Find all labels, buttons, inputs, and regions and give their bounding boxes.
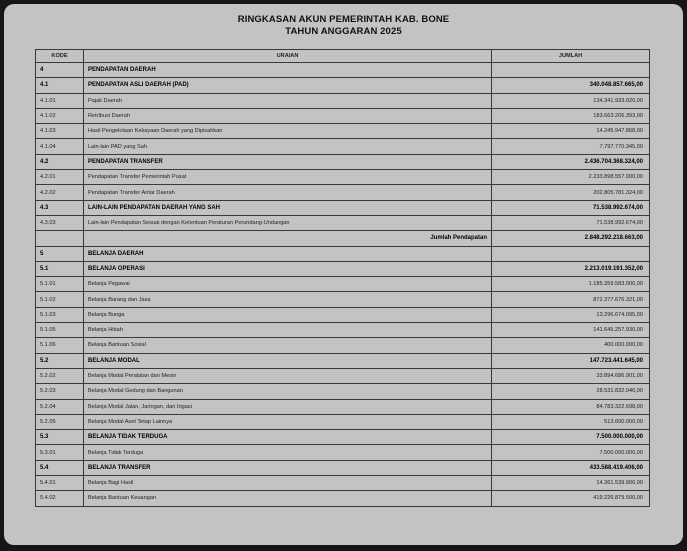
row-uraian: PENDAPATAN ASLI DAERAH (PAD)	[84, 78, 492, 93]
row-kode: 4.1	[36, 78, 84, 93]
table-row	[36, 476, 650, 491]
row-kode: 4.2	[36, 154, 84, 169]
row-kode: 5.3.01	[36, 445, 84, 460]
table-row	[36, 292, 650, 307]
row-jumlah: 2.233.898.557.000,00	[492, 170, 650, 185]
row-uraian: Belanja Modal Aset Tetap Lainnya	[84, 414, 492, 429]
row-uraian: Hasil Pengelolaan Kekayaan Daerah yang Dipisahkan	[84, 124, 492, 139]
table-row	[36, 384, 650, 399]
table-row	[36, 307, 650, 322]
header-kode: KODE	[36, 50, 84, 63]
row-uraian: Retribusi Daerah	[84, 108, 492, 123]
row-kode: 5.2.05	[36, 414, 84, 429]
row-kode: 5.2.03	[36, 384, 84, 399]
row-uraian: Belanja Barang dan Jasa	[84, 292, 492, 307]
row-kode: 5	[36, 246, 84, 261]
row-kode: 5.2.04	[36, 399, 84, 414]
row-uraian: Belanja Pegawai	[84, 277, 492, 292]
row-jumlah: 147.723.441.645,00	[492, 353, 650, 368]
row-jumlah: 33.894.686.901,00	[492, 368, 650, 383]
row-jumlah: 183.663.206.393,00	[492, 108, 650, 123]
row-jumlah: 2.436.704.368.324,00	[492, 154, 650, 169]
row-uraian: Belanja Modal Jalan, Jaringan, dan Irigasi	[84, 399, 492, 414]
row-kode: 5.4	[36, 460, 84, 475]
table-row	[36, 185, 650, 200]
row-uraian: PENDAPATAN TRANSFER	[84, 154, 492, 169]
row-kode: 5.1	[36, 261, 84, 276]
row-total-label: Jumlah Pendapatan	[84, 231, 492, 246]
document-title: RINGKASAN AKUN PEMERINTAH KAB. BONE	[237, 14, 450, 25]
row-jumlah: 134.341.933.020,00	[492, 93, 650, 108]
table-row	[36, 445, 650, 460]
row-jumlah	[492, 246, 650, 261]
row-kode: 4.1.03	[36, 124, 84, 139]
row-uraian: BELANJA OPERASI	[84, 261, 492, 276]
row-jumlah: 71.538.992.674,00	[492, 215, 650, 230]
row-uraian: Belanja Hibah	[84, 323, 492, 338]
account-summary-table	[35, 49, 650, 507]
row-jumlah: 2.213.019.191.352,00	[492, 261, 650, 276]
row-kode: 4.1.04	[36, 139, 84, 154]
row-jumlah: 7.500.000.000,00	[492, 445, 650, 460]
row-kode: 5.1.06	[36, 338, 84, 353]
row-uraian: Pendapatan Transfer Pemerintah Pusat	[84, 170, 492, 185]
table-row	[36, 323, 650, 338]
row-jumlah: 141.645.257.930,00	[492, 323, 650, 338]
row-uraian: Belanja Bantuan Keuangan	[84, 491, 492, 506]
table-row	[36, 460, 650, 475]
table-row	[36, 200, 650, 215]
table-body	[36, 63, 650, 507]
table-row	[36, 154, 650, 169]
document-subtitle: TAHUN ANGGARAN 2025	[285, 26, 402, 37]
row-kode: 4.2.01	[36, 170, 84, 185]
row-uraian: Belanja Tidak Terduga	[84, 445, 492, 460]
row-uraian: Lain-lain Pendapatan Sesuai dengan Ketentuan Peraturan Perundang-Undangan	[84, 215, 492, 230]
row-uraian: PENDAPATAN DAERAH	[84, 63, 492, 78]
table-row	[36, 368, 650, 383]
row-kode: 4.1.01	[36, 93, 84, 108]
table-row	[36, 261, 650, 276]
row-kode: 4.3.03	[36, 215, 84, 230]
row-uraian: Belanja Modal Peralatan dan Mesin	[84, 368, 492, 383]
row-uraian: BELANJA DAERAH	[84, 246, 492, 261]
table-row	[36, 414, 650, 429]
table-row	[36, 231, 650, 246]
row-jumlah: 14.245.947.868,00	[492, 124, 650, 139]
row-kode: 5.4.02	[36, 491, 84, 506]
table-row	[36, 215, 650, 230]
table-row	[36, 277, 650, 292]
row-uraian: Pendapatan Transfer Antar Daerah	[84, 185, 492, 200]
row-jumlah: 433.588.419.406,00	[492, 460, 650, 475]
row-uraian: Belanja Bantuan Sosial	[84, 338, 492, 353]
header-uraian: URAIAN	[84, 50, 492, 63]
table-row	[36, 430, 650, 445]
row-uraian: Belanja Bunga	[84, 307, 492, 322]
table-row	[36, 108, 650, 123]
table-row	[36, 353, 650, 368]
table-row	[36, 491, 650, 506]
row-kode: 4.2.02	[36, 185, 84, 200]
row-uraian: BELANJA MODAL	[84, 353, 492, 368]
row-jumlah: 340.048.857.665,00	[492, 78, 650, 93]
table-row	[36, 399, 650, 414]
row-jumlah: 7.797.770.345,00	[492, 139, 650, 154]
table-row	[36, 338, 650, 353]
row-jumlah: 84.783.322.698,00	[492, 399, 650, 414]
table-row	[36, 63, 650, 78]
row-uraian: LAIN-LAIN PENDAPATAN DAERAH YANG SAH	[84, 200, 492, 215]
row-jumlah: 1.185.359.583.006,00	[492, 277, 650, 292]
table-row	[36, 78, 650, 93]
row-uraian: Pajak Daerah	[84, 93, 492, 108]
row-jumlah: 2.848.292.218.663,00	[492, 231, 650, 246]
table-header-row	[36, 50, 650, 63]
row-kode: 5.3	[36, 430, 84, 445]
row-jumlah: 7.500.000.000,00	[492, 430, 650, 445]
row-kode: 5.1.05	[36, 323, 84, 338]
row-jumlah: 13.296.674.095,00	[492, 307, 650, 322]
row-kode: 5.2.02	[36, 368, 84, 383]
table-row	[36, 170, 650, 185]
row-jumlah	[492, 63, 650, 78]
row-kode: 5.2	[36, 353, 84, 368]
row-jumlah: 513.600.000,00	[492, 414, 650, 429]
table-row	[36, 93, 650, 108]
row-jumlah: 71.538.992.674,00	[492, 200, 650, 215]
row-uraian: BELANJA TIDAK TERDUGA	[84, 430, 492, 445]
row-jumlah: 400.000.000,00	[492, 338, 650, 353]
row-uraian: Belanja Bagi Hasil	[84, 476, 492, 491]
table-row	[36, 124, 650, 139]
row-uraian: Lain-lain PAD yang Sah	[84, 139, 492, 154]
row-kode	[36, 231, 84, 246]
row-uraian: BELANJA TRANSFER	[84, 460, 492, 475]
row-kode: 4.3	[36, 200, 84, 215]
row-kode: 5.1.02	[36, 292, 84, 307]
row-jumlah: 872.377.676.321,00	[492, 292, 650, 307]
row-kode: 5.1.03	[36, 307, 84, 322]
table-row	[36, 246, 650, 261]
row-kode: 5.1.01	[36, 277, 84, 292]
row-jumlah: 419.226.879.500,00	[492, 491, 650, 506]
row-kode: 4	[36, 63, 84, 78]
table-row	[36, 139, 650, 154]
row-jumlah: 14.361.539.906,00	[492, 476, 650, 491]
row-kode: 5.4.01	[36, 476, 84, 491]
header-jumlah: JUMLAH	[492, 50, 650, 63]
document-page	[4, 4, 683, 545]
row-uraian: Belanja Modal Gedung dan Bangunan	[84, 384, 492, 399]
row-jumlah: 28.531.832.046,00	[492, 384, 650, 399]
row-kode: 4.1.02	[36, 108, 84, 123]
row-jumlah: 202.805.781.324,00	[492, 185, 650, 200]
